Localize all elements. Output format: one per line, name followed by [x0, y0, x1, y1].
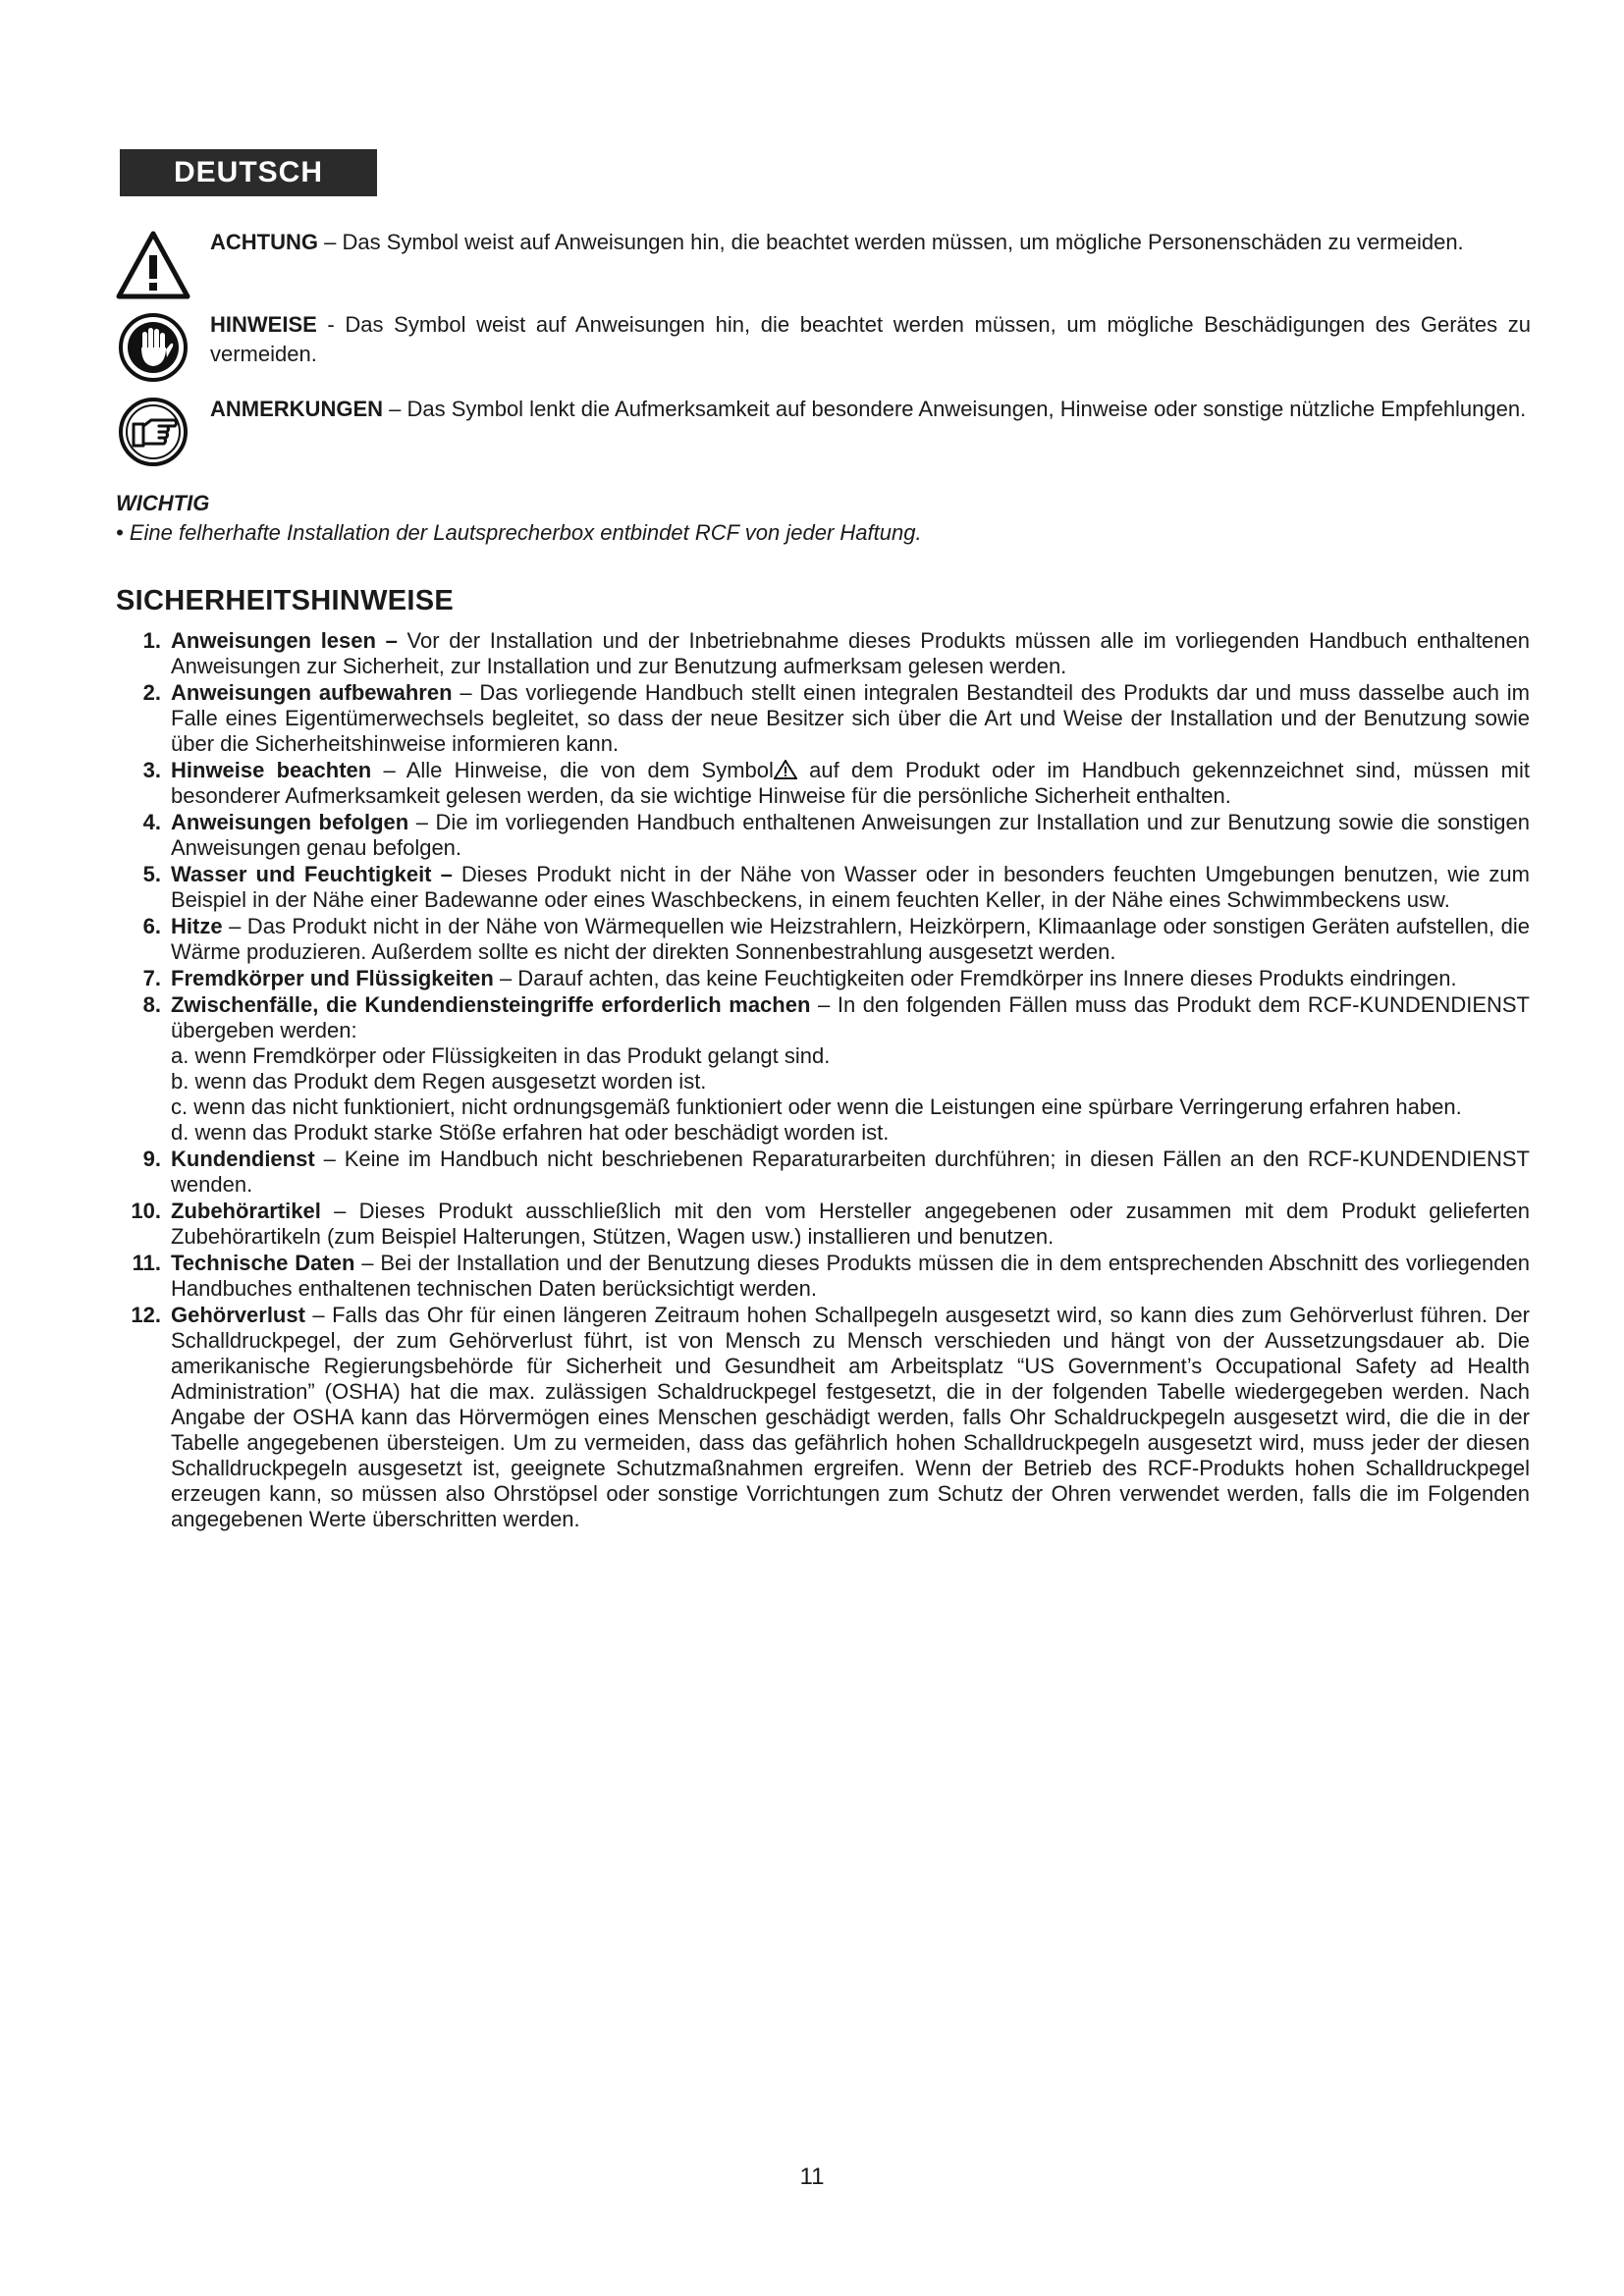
notice-separator: – [383, 397, 407, 421]
list-item [108, 680, 1530, 757]
item-text: – Darauf achten, das keine Feuchtigkeiten oder Fremdkörper ins Innere dieses Produkts eindringen. [493, 966, 1457, 990]
stop-hand-icon [116, 310, 190, 385]
list-item [108, 1147, 1530, 1198]
list-item [108, 810, 1530, 861]
item-number: 8. [142, 992, 161, 1017]
item-number: 11. [132, 1251, 161, 1275]
list-item [108, 758, 1530, 809]
item-title: Anweisungen lesen – [171, 628, 398, 653]
language-banner: DEUTSCH [120, 149, 377, 196]
item-text: – In den folgenden Fällen muss das Produkt dem RCF-KUNDENDIENST übergeben werden: [171, 992, 1530, 1042]
notice-body: Das Symbol lenkt die Aufmerksamkeit auf besondere Anweisungen, Hinweise oder sonstige nützliche Empfehlungen. [406, 397, 1527, 421]
item-title: Hinweise beachten [171, 758, 372, 782]
item-number: 6. [142, 914, 161, 938]
item-title: Fremdkörper und Flüssigkeiten [171, 966, 494, 990]
sub-item: c. wenn das nicht funktioniert, nicht ordnungsgemäß funktioniert oder wenn die Leistungen eine spürbare Verringerung erfahren haben. [171, 1095, 1462, 1119]
notice-title: HINWEISE [210, 312, 317, 337]
item-text: Dieses Produkt nicht in der Nähe von Wasser oder in besonders feuchten Umgebungen benutzen, wie zum Beispiel in der Nähe einer Badewanne oder eines Waschbeckens, in einem feuchten Keller, in der Nähe eines Schwimmbeckens usw. [171, 862, 1530, 912]
sub-item: b. wenn das Produkt dem Regen ausgesetzt worden ist. [171, 1069, 707, 1094]
safety-instructions-list [108, 628, 1530, 1533]
warning-triangle-icon [774, 760, 797, 779]
notice-body: Das Symbol weist auf Anweisungen hin, die beachtet werden müssen, um mögliche Beschädigungen des Gerätes zu vermeiden. [210, 312, 1531, 366]
item-title: Wasser und Feuchtigkeit – [171, 862, 453, 886]
item-text: – Bei der Installation und der Benutzung dieses Produkts müssen die in dem entsprechenden Abschnitt des vorliegenden Handbuches enthaltenen technischen Daten berücksichtigt werden. [171, 1251, 1530, 1301]
warning-triangle-icon [116, 228, 190, 302]
item-number: 2. [142, 680, 161, 705]
item-text: – Keine im Handbuch nicht beschriebenen Reparaturarbeiten durchführen; in diesen Fällen an den RCF-KUNDENDIENST wenden. [171, 1147, 1530, 1197]
item-title: Zubehörartikel [171, 1199, 321, 1223]
notice-text [210, 310, 1531, 369]
item-text: – Das Produkt nicht in der Nähe von Wärmequellen wie Heizstrahlern, Heizkörpern, Klimaanlage oder sonstigen Geräten aufstellen, die Wärme produzieren. Außerdem sollte es nicht der direkten Sonnenbestrahlung ausgesetzt werden. [171, 914, 1530, 964]
important-heading: WICHTIG [116, 491, 210, 515]
item-title: Gehörverlust [171, 1303, 305, 1327]
item-text: – Das vorliegende Handbuch stellt einen integralen Bestandteil des Produkts dar und muss dasselbe auch im Falle eines Eigentümerwechsels begleitet, so dass der neue Besitzer sich über die Art und Weise der Installation und der Benutzung sowie über die Sicherheitshinweise informieren kann. [171, 680, 1530, 756]
page-number: 11 [799, 2163, 825, 2190]
item-text: Vor der Installation und der Inbetriebnahme dieses Produkts müssen alle im vorliegenden Handbuch enthaltenen Anweisungen zur Sicherheit, zur Installation und zur Benutzung aufmerksam gelesen werden. [171, 628, 1530, 678]
notice-separator: – [318, 230, 343, 254]
item-title: Anweisungen befolgen [171, 810, 409, 834]
item-text: – Falls das Ohr für einen längeren Zeitraum hohen Schallpegeln ausgesetzt wird, so kann dies zum Gehörverlust führen. Der Schalldruckpegel, der zum Gehörverlust führt, ist von Mensch zu Mensch verschieden und hängt von der Aussetzungsdauer ab. Die amerikanische Regierungsbehörde für Sicherheit und Gesundheit am Arbeitsplatz “US Government’s Occupational Safety ad Health Administration” (OSHA) hat die max. zulässigen Schaldruckpegel festgesetzt, die in der folgenden Tabelle wiedergegeben werden. Nach Angabe der OSHA kann das Hörvermögen eines Menschen geschädigt werden, falls Ohr Schaldruckpegeln ausgesetzt wird, die die in der Tabelle angegebenen übersteigen. Um zu vermeiden, dass das gefährlich hohen Schalldruckpegeln ausgesetzt wird, muss jeder der diesen Schalldruckpegeln ausgesetzt ist, geeignete Schutzmaßnahmen ergreifen. Wenn der Betrieb des RCF-Produkts hohen Schalldruckpegel erzeugen kann, so müssen also Ohrstöpsel oder sonstige Vorrichtungen zum Schutz der Ohren verwendet werden, falls die im Folgenden angegebenen Werte überschritten werden. [171, 1303, 1530, 1531]
notice-separator: - [316, 312, 346, 337]
item-title: Zwischenfälle, die Kundendiensteingriffe erforderlich machen [171, 992, 811, 1017]
item-title: Hitze [171, 914, 223, 938]
item-title: Anweisungen aufbewahren [171, 680, 453, 705]
list-item [108, 914, 1530, 965]
notice-text [210, 228, 1531, 257]
list-item [108, 966, 1530, 991]
item-number: 1. [142, 628, 161, 653]
notice-text [210, 395, 1531, 424]
item-number: 10. [131, 1199, 161, 1223]
item-number: 5. [142, 862, 161, 886]
item-text: – Die im vorliegenden Handbuch enthaltenen Anweisungen zur Installation und zur Benutzung sowie die sonstigen Anweisungen genau befolgen. [171, 810, 1530, 860]
sub-item: a. wenn Fremdkörper oder Flüssigkeiten in das Produkt gelangt sind. [171, 1043, 831, 1068]
item-text: – Dieses Produkt ausschließlich mit den vom Hersteller angegebenen oder zusammen mit dem Produkt gelieferten Zubehörartikeln (zum Beispiel Halterungen, Stützen, Wagen usw.) installieren und benutzen. [171, 1199, 1530, 1249]
item-number: 4. [142, 810, 161, 834]
important-note [116, 489, 1530, 548]
notice-title: ACHTUNG [210, 230, 318, 254]
item-number: 3. [142, 758, 161, 782]
item-number: 9. [142, 1147, 161, 1171]
important-text: • Eine felherhafte Installation der Lautsprecherbox entbindet RCF von jeder Haftung. [116, 520, 922, 545]
list-item [108, 1251, 1530, 1302]
notice-body: Das Symbol weist auf Anweisungen hin, die beachtet werden müssen, um mögliche Personenschäden zu vermeiden. [342, 230, 1464, 254]
item-number: 7. [142, 966, 161, 990]
item-text-continued: auf dem Produkt oder im Handbuch gekennzeichnet sind, müssen mit besonderer Aufmerksamkeit gelesen werden, da sie wichtige Hinweise für die persönliche Sicherheit enthalten. [171, 758, 1530, 808]
list-item [108, 1303, 1530, 1532]
sub-item: d. wenn das Produkt starke Stöße erfahren hat oder beschädigt worden ist. [171, 1120, 890, 1145]
item-number: 12. [131, 1303, 161, 1327]
list-item [108, 1199, 1530, 1250]
list-item [108, 628, 1530, 679]
list-item [108, 862, 1530, 913]
notice-title: ANMERKUNGEN [210, 397, 383, 421]
section-title: SICHERHEITSHINWEISE [116, 585, 455, 616]
pointing-hand-icon [116, 395, 190, 469]
item-title: Kundendienst [171, 1147, 315, 1171]
list-item [108, 992, 1530, 1146]
item-title: Technische Daten [171, 1251, 355, 1275]
item-text: – Alle Hinweise, die von dem Symbol [371, 758, 774, 782]
